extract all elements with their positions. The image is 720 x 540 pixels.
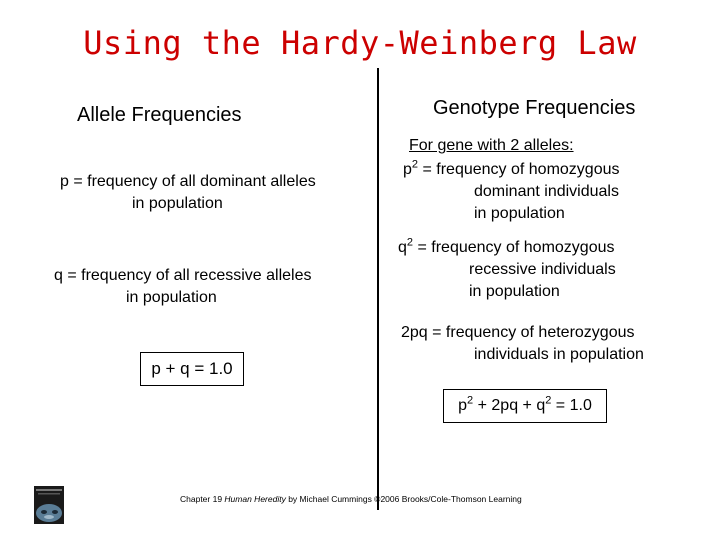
q2-definition-line2: recessive individuals xyxy=(469,261,616,278)
p-definition-line2: in population xyxy=(132,195,223,212)
slide-title: Using the Hardy-Weinberg Law xyxy=(83,24,637,62)
allele-equation: p + q = 1.0 xyxy=(151,359,233,378)
2pq-definition-line2: individuals in population xyxy=(474,346,644,363)
book-cover-image xyxy=(34,486,64,524)
allele-equation-box xyxy=(140,352,244,386)
2pq-definition xyxy=(401,322,701,366)
q2-definition-line3: in population xyxy=(469,283,560,300)
p2-definition xyxy=(403,159,703,225)
two-alleles-subheading: For gene with 2 alleles: xyxy=(409,137,574,154)
eq-exp1: 2 xyxy=(467,394,474,407)
genotype-equation-box xyxy=(443,389,607,423)
eq-mid: + 2pq + q xyxy=(473,397,546,414)
p-definition-line1: p = frequency of all dominant alleles xyxy=(60,173,316,190)
p2-definition-line2: dominant individuals xyxy=(474,183,619,200)
genotype-equation xyxy=(458,394,592,415)
footer-book-title: Human Heredity xyxy=(224,494,286,504)
q-definition xyxy=(54,265,354,309)
footer-chapter: Chapter 19 xyxy=(180,494,225,504)
q2-symbol: q xyxy=(398,239,407,256)
footer-credit: by Michael Cummings ©2006 Brooks/Cole-Thomson Learning xyxy=(285,494,522,504)
q-definition-line1: q = frequency of all recessive alleles xyxy=(54,267,312,284)
p2-exponent: 2 xyxy=(411,158,419,171)
eq-exp2: 2 xyxy=(545,394,552,407)
q2-definition-line1: = frequency of homozygous xyxy=(413,239,615,256)
eq-p: p xyxy=(458,397,468,414)
2pq-definition-line1: 2pq = frequency of heterozygous xyxy=(401,324,635,341)
p2-definition-line3: in population xyxy=(474,205,565,222)
q-definition-line2: in population xyxy=(126,289,217,306)
q2-definition xyxy=(398,237,698,303)
column-divider xyxy=(377,68,379,510)
p2-symbol: p xyxy=(403,161,412,178)
p-definition xyxy=(60,171,350,215)
q2-exponent: 2 xyxy=(406,236,414,249)
allele-frequencies-heading: Allele Frequencies xyxy=(77,104,242,126)
eq-end: = 1.0 xyxy=(551,397,592,414)
p2-definition-line1: = frequency of homozygous xyxy=(418,161,620,178)
slide-footer xyxy=(180,494,522,504)
genotype-frequencies-heading: Genotype Frequencies xyxy=(433,97,636,119)
